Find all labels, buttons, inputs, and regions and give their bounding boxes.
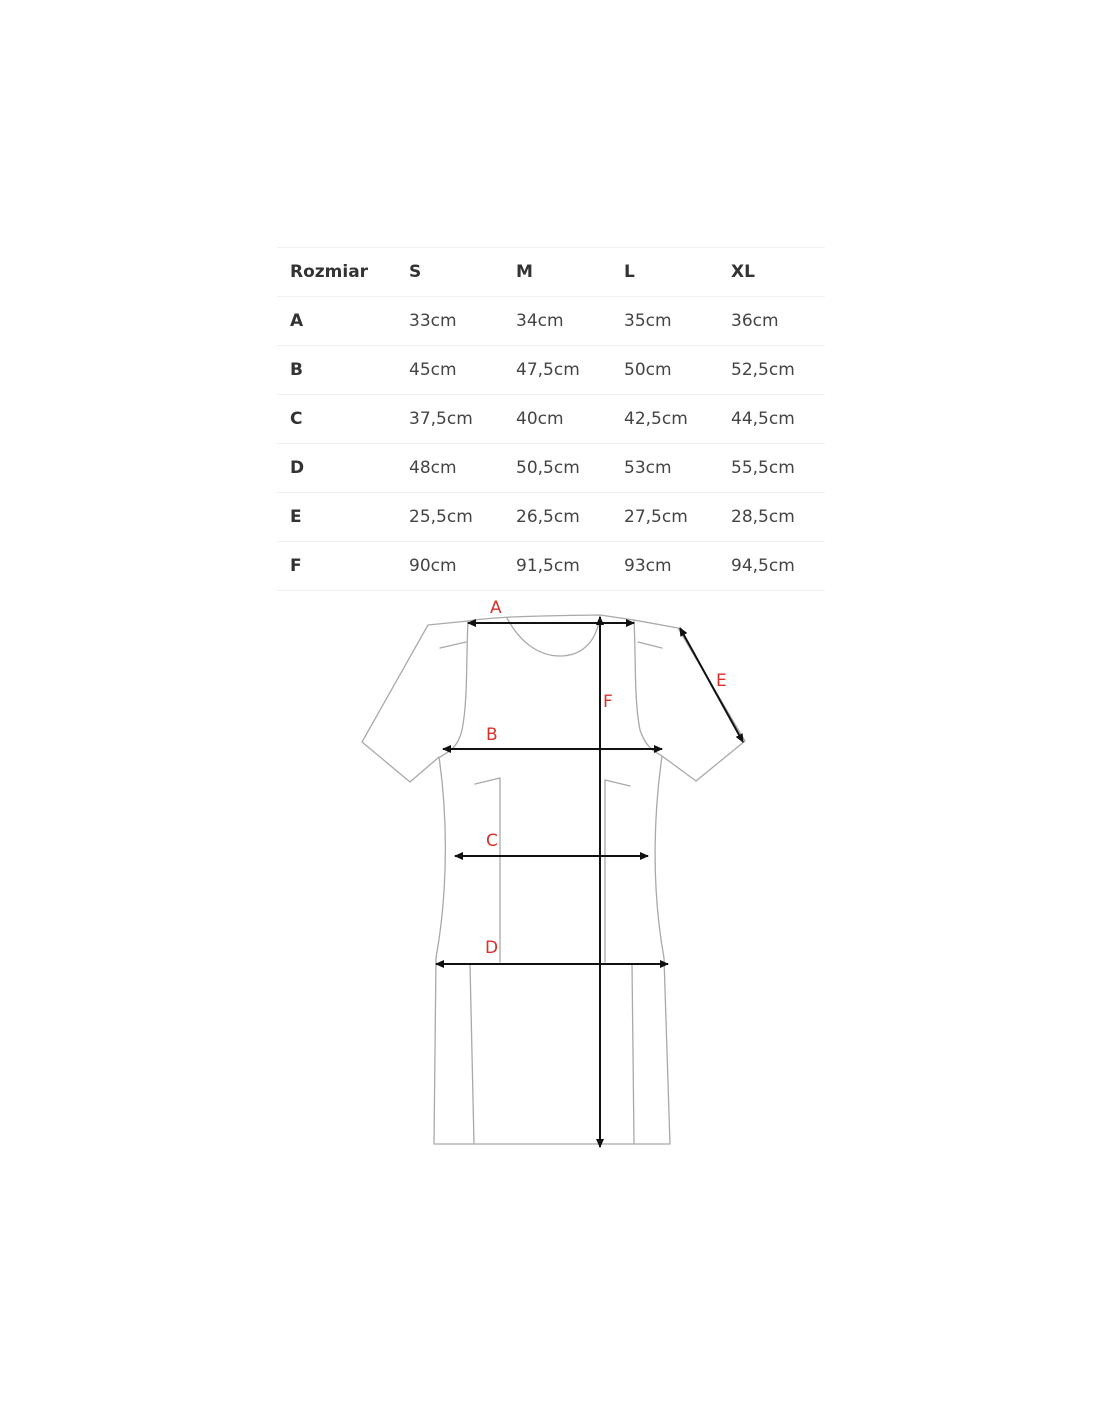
table-cell: 42,5cm xyxy=(611,395,718,444)
left-pocket xyxy=(475,778,500,962)
table-cell: 34cm xyxy=(503,297,611,346)
row-label: D xyxy=(277,444,396,493)
table-cell: 52,5cm xyxy=(718,346,825,395)
row-label: E xyxy=(277,493,396,542)
table-cell: 26,5cm xyxy=(503,493,611,542)
table-cell: 37,5cm xyxy=(396,395,503,444)
table-cell: 44,5cm xyxy=(718,395,825,444)
row-label: C xyxy=(277,395,396,444)
right-panel-seam xyxy=(632,964,634,1144)
measurement-labels xyxy=(485,598,727,958)
table-cell: 90cm xyxy=(396,542,503,591)
right-shoulder-seam xyxy=(638,642,662,648)
table-cell: 91,5cm xyxy=(503,542,611,591)
label-d: D xyxy=(485,938,499,958)
header-xl: XL xyxy=(718,248,825,297)
table-cell: 93cm xyxy=(611,542,718,591)
row-label: F xyxy=(277,542,396,591)
table-cell: 48cm xyxy=(396,444,503,493)
table-cell: 50,5cm xyxy=(503,444,611,493)
table-cell: 25,5cm xyxy=(396,493,503,542)
label-b: B xyxy=(486,725,498,745)
header-m: M xyxy=(503,248,611,297)
table-cell: 50cm xyxy=(611,346,718,395)
header-l: L xyxy=(611,248,718,297)
table-cell: 47,5cm xyxy=(503,346,611,395)
measurement-arrows xyxy=(436,617,743,1147)
row-label: A xyxy=(277,297,396,346)
label-c: C xyxy=(486,831,498,851)
table-cell: 36cm xyxy=(718,297,825,346)
left-armhole-seam xyxy=(440,621,468,757)
right-armhole-seam xyxy=(634,620,662,756)
label-f: F xyxy=(603,692,613,712)
arrow-e xyxy=(680,628,743,742)
table-cell: 28,5cm xyxy=(718,493,825,542)
table-cell: 35cm xyxy=(611,297,718,346)
label-a: A xyxy=(490,598,502,618)
table-cell: 94,5cm xyxy=(718,542,825,591)
dress-silhouette xyxy=(362,615,745,1144)
left-shoulder-seam xyxy=(440,642,466,648)
dress-outline xyxy=(362,615,745,1144)
header-size: Rozmiar xyxy=(277,248,396,297)
table-cell: 40cm xyxy=(503,395,611,444)
row-label: B xyxy=(277,346,396,395)
table-cell: 45cm xyxy=(396,346,503,395)
table-cell: 27,5cm xyxy=(611,493,718,542)
left-panel-seam xyxy=(470,964,474,1144)
right-pocket xyxy=(605,780,630,962)
table-cell: 33cm xyxy=(396,297,503,346)
table-cell: 55,5cm xyxy=(718,444,825,493)
table-cell: 53cm xyxy=(611,444,718,493)
label-e: E xyxy=(716,671,727,691)
header-s: S xyxy=(396,248,503,297)
